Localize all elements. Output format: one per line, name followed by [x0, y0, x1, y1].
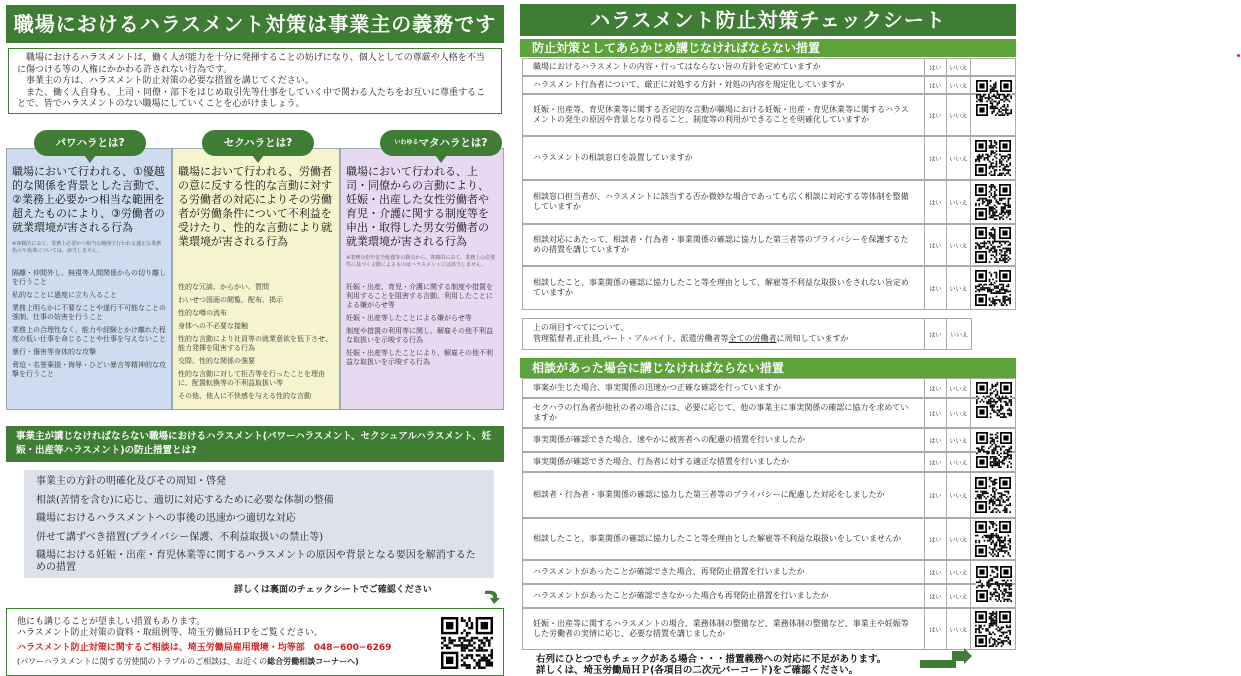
measure-item: 職場におけるハラスメントへの事後の迅速かつ適切な対応 — [36, 513, 296, 524]
sexual-harassment-tag: セクハラとは? — [202, 130, 314, 156]
no-checkbox[interactable]: いいえ — [947, 473, 971, 517]
no-checkbox[interactable]: いいえ — [947, 77, 971, 93]
maternity-harassment-definition: 職場において行われる、上司・同僚からの言動により、妊娠・出産した女性労働者や育児・介護に関する制度等を申出・取得した男女労働者の就業環境が害される行為 — [346, 165, 489, 248]
sexual-harassment-definition: 職場において行われる、労働者の意に反する性的な言動に対する労働者の対応によりその労働者が労働条件について不利益を受けたり、性的な言動により就業環境が害される行為 — [178, 165, 332, 248]
qr-code-icon[interactable] — [976, 382, 1012, 418]
sexual-harassment-column — [172, 148, 340, 410]
checklist-row: 相談したこと、事業関係の確認に協力したこと等を理由として、解雇等不利益な取扱いをされない旨定めていますか はい いいえ — [522, 266, 1016, 310]
yes-checkbox[interactable]: はい — [925, 473, 947, 517]
yes-checkbox[interactable]: はい — [925, 77, 947, 93]
example-item: 性的な言動に対して拒否等を行ったことを理由に、配置転換等の不利益取扱い等 — [178, 370, 325, 387]
power-harassment-tag: パワハラとは? — [34, 130, 146, 156]
example-item: その他、他人に不快感を与える性的な言動 — [178, 392, 311, 400]
contact-line: 他にも講じることが望ましい措置もあります。 — [17, 617, 206, 627]
example-item: 暴行・傷害等身体的な攻撃 — [12, 348, 96, 356]
example-item: 業務上の合理性なく、能力や経験とかけ離れた程度の低い仕事を命じることや仕事を与えないこと — [12, 326, 166, 343]
see-back-note: 詳しくは裏面のチェックシートでご確認ください — [234, 585, 432, 595]
sexual-harassment-examples — [178, 283, 334, 401]
qr-code-icon[interactable] — [975, 227, 1011, 263]
duty-heading: 事業主が講じなければならない職場におけるハラスメント(パワーハラスメント、セクシュアルハラスメント、妊娠・出産等ハラスメント)の防止措置とは? — [6, 426, 504, 462]
checklist-row: 事実関係が確認できた場合、行為者に対する適正な措置を行いましたか はい いいえ — [522, 452, 1016, 472]
qr-code-icon[interactable] — [975, 611, 1011, 647]
arrow-right-icon — [918, 648, 972, 670]
yes-checkbox[interactable]: はい — [925, 225, 947, 265]
intro-paragraph: 事業主の方は、ハラスメント防止対策の必要な措置を講じてください。 — [26, 76, 314, 86]
checklist-row: 妊娠・出産等、育児休業等に関する否定的な言動が職場における妊娠・出産・育児休業等に関するハラスメントの発生の原因や背景となり得ること、制度等の利用ができることを明確化していますか はい いいえ — [522, 94, 1016, 136]
contact-box — [6, 608, 504, 676]
maternity-harassment-column — [340, 148, 504, 410]
no-checkbox[interactable]: いいえ — [947, 95, 971, 135]
tag-label: マタハラとは? — [418, 137, 488, 149]
yes-checkbox[interactable]: はい — [925, 561, 947, 583]
example-item: わいせつ図画の閲覧、配布、掲示 — [178, 296, 283, 304]
yes-checkbox[interactable]: はい — [925, 609, 947, 649]
checklist-row: セクハラの行為者が他社の者の場合には、必要に応じて、他の事業主に事実関係の確認に協力を求めていますか はい いいえ — [522, 398, 1016, 428]
no-checkbox[interactable]: いいえ — [947, 181, 971, 223]
power-harassment-examples — [12, 269, 166, 379]
no-checkbox[interactable]: いいえ — [947, 429, 971, 451]
power-harassment-column — [6, 148, 172, 410]
example-item: 性的な言動により社員等の就業意欲を低下させ、能力発揮を阻害する行為 — [178, 335, 332, 352]
measures-list — [24, 470, 494, 578]
tag-prefix: いわゆる — [394, 139, 419, 146]
checklist-row: ハラスメントがあったことが確認できた場合、再発防止措置を行いましたか はい いいえ — [522, 560, 1016, 584]
page-title: 職場におけるハラスメント対策は事業主の義務です — [6, 5, 504, 43]
power-harassment-definition: 職場において行われる、①優越的な関係を背景とした言動で、②業務上必要かつ相当な範囲を超えたものにより、③労働者の就業環境が害される行為 — [12, 165, 166, 234]
marker-dot — [1237, 54, 1240, 57]
left-page — [4, 2, 506, 676]
yes-checkbox[interactable]: はい — [925, 399, 947, 427]
no-checkbox[interactable]: いいえ — [947, 225, 971, 265]
no-checkbox[interactable]: いいえ — [947, 585, 971, 607]
yes-checkbox[interactable]: はい — [925, 519, 947, 559]
yes-checkbox[interactable]: はい — [925, 59, 947, 75]
checklist-row: 相談対応にあたって、相談者・行為者・事業関係の確認に協力した第三者等のプライバシーを保護するための措置を講じていますか はい いいえ — [522, 224, 1016, 266]
measure-item: 職場における妊娠・出産・育児休業等に関するハラスメントの原因や背景となる要因を解消するための措置 — [36, 550, 476, 573]
sexual-harassment-note — [178, 255, 334, 275]
checklist-row: 相談窓口担当者が、ハラスメントに該当する否か微妙な場合であっても広く相談に対応する等体制を整備していますか はい いいえ — [522, 180, 1016, 224]
example-item: 妊娠・出産等したことにより、解雇その他不利益な取扱いを示唆する行為 — [346, 349, 493, 366]
contact-line: ハラスメント防止対策の資料・取組例等、埼玉労働局ＨＰをご覧ください。 — [17, 628, 323, 638]
intro-box — [8, 48, 502, 114]
right-page — [520, 2, 1018, 676]
checklist-row: ハラスメント行為者について、厳正に対処する方針・対処の内容を規定化していますか はい いいえ — [522, 76, 1016, 94]
intro-paragraph: 職場におけるハラスメントは、働く人が能力を十分に発揮することの妨げになり、個人としての尊厳や人格を不当に傷つける等の人権にかかわる許されない行為です。 — [17, 53, 485, 75]
qr-code-icon[interactable] — [975, 521, 1011, 557]
no-checkbox[interactable]: いいえ — [947, 59, 971, 75]
checklist-row: 事実関係が確認できた場合、速やかに被害者への配慮の措置を行いましたか はい いいえ — [522, 428, 1016, 452]
consult-note: (パワーハラスメントに関する労使間のトラブルのご相談は、お近くの総合労働相談コーナーへ) — [17, 657, 359, 666]
example-item: 業務上明らかに不要なことや遂行不可能なことの強制、仕事の妨害を行うこと — [12, 304, 166, 321]
checklist-row: 相談者・行為者・事業関係の確認に協力した第三者等のプライバシーに配慮した対応をしましたか はい いいえ — [522, 472, 1016, 518]
section1-heading: 防止対策としてあらかじめ講じなければならない措置 — [520, 39, 1016, 57]
maternity-harassment-examples — [346, 283, 498, 367]
example-item: 妊娠・出産、育児・介護に関する制度や措置を利用することを阻害する言動、利用したことによる嫌がらせ等 — [346, 283, 493, 309]
checklist-row: 職場におけるハラスメントの内容・行ってはならない旨の方針を定めていますか はい いいえ — [522, 58, 1016, 76]
example-item: 制度や措置の利用等に関し、解雇その他不利益な取扱いを示唆する行為 — [346, 327, 493, 344]
checklist-row: 相談したこと、事業関係の確認に協力したこと等を理由とした解雇等不利益な取扱いをしていませんか はい いいえ — [522, 518, 1016, 560]
warning-note: 右列にひとつでもチェックがある場合・・・措置義務への対応に不足があります。 詳しくは、埼玉労働局ＨＰ(各項目の二次元バーコード)をご確認ください。 — [536, 654, 887, 676]
example-item: 身体への不必要な接触 — [178, 322, 248, 330]
yes-checkbox[interactable]: はい — [925, 453, 947, 471]
example-item: 隔離・仲間外し、無視等人間関係からの切り離しを行うこと — [12, 269, 166, 286]
maternity-harassment-tag — [380, 130, 502, 156]
qr-code-icon[interactable] — [976, 80, 1012, 116]
measure-item: 相談(苦情を含む)に応じ、適切に対応するために必要な体制の整備 — [36, 494, 334, 506]
power-harassment-note: ※客観的にみて、業務上必要かつ相当な範囲で行われる適正な業務指示や指導については、該当しません。 — [12, 241, 162, 254]
yes-checkbox[interactable]: はい — [925, 585, 947, 607]
example-item: 性的な噂の流布 — [178, 309, 227, 317]
no-checkbox[interactable]: いいえ — [947, 379, 971, 397]
checklist-row: ハラスメントの相談窓口を設置していますか はい いいえ — [522, 136, 1016, 180]
no-checkbox[interactable]: いいえ — [947, 267, 971, 309]
maternity-harassment-note: ※業務分担や安全配慮等の観点から、客観的にみて、業務上の必要性に基づく言動によるものはハラスメントには該当しません。 — [346, 255, 496, 268]
checklist-row: 妊娠・出産等に関するハラスメントの場合、業務体制の整備など、業務体制の整備など、事業主や妊娠等した労働者の実情に応じ、必要な措置を講じましたか はい いいえ — [522, 608, 1016, 650]
measure-item: 併せて講ずべき措置(プライバシー保護、不利益取扱いの禁止等) — [36, 531, 324, 543]
qr-code-icon[interactable] — [441, 617, 493, 669]
no-checkbox[interactable]: いいえ — [949, 331, 968, 339]
intro-paragraph: また、働く人自身も、上司・同僚・部下をはじめ取引先等仕事をしていく中で関わる人たちをお互いに尊重することで、皆でハラスメントのない職場にしていくことを心がけましょう。 — [17, 87, 486, 109]
no-checkbox[interactable]: いいえ — [947, 453, 971, 471]
example-item: 脅迫・名誉棄損・侮辱・ひどい暴言等精神的な攻撃を行うこと — [12, 361, 166, 378]
section2-heading: 相談があった場合に講じなければならない措置 — [520, 358, 1016, 378]
qr-code-icon[interactable] — [975, 270, 1011, 306]
qr-code-icon[interactable] — [975, 477, 1011, 513]
example-item: 交際、性的な関係の強要 — [178, 357, 255, 365]
checklist-title: ハラスメント防止対策チェックシート — [520, 4, 1016, 36]
no-checkbox[interactable]: いいえ — [947, 137, 971, 179]
no-checkbox[interactable]: いいえ — [947, 561, 971, 583]
qr-code-icon[interactable] — [975, 140, 1011, 176]
example-item: 性的な冗談、からかい、質問 — [178, 283, 269, 291]
harassment-types — [6, 130, 504, 412]
yes-checkbox[interactable]: はい — [925, 181, 947, 223]
measure-item: 事業主の方針の明確化及びその周知・啓発 — [36, 476, 226, 487]
yes-checkbox[interactable]: はい — [925, 95, 947, 135]
example-item: 私的なことに過度に立ち入ること — [12, 291, 117, 299]
qr-code-icon[interactable] — [976, 432, 1012, 468]
curved-arrow-icon — [482, 586, 502, 606]
no-checkbox[interactable]: いいえ — [947, 519, 971, 559]
all-workers-row: 上の項目すべてについて、 管理監督者,正社員,パート・アルバイト、派遣労働者等全ての労働者に周知していますか はい いいえ — [522, 318, 972, 350]
checklist-row: 事案が生じた場合、事実関係の迅速かつ正確な確認を行っていますか はい いいえ — [522, 378, 1016, 398]
qr-code-icon[interactable] — [975, 184, 1011, 220]
qr-code-icon[interactable] — [976, 566, 1012, 602]
yes-checkbox[interactable]: はい — [925, 379, 947, 397]
example-item: 妊娠・出産等したことによる嫌がらせ等 — [346, 314, 472, 322]
no-checkbox[interactable]: いいえ — [947, 609, 971, 649]
no-checkbox[interactable]: いいえ — [947, 399, 971, 427]
yes-checkbox[interactable]: はい — [925, 137, 947, 179]
checklist-row: ハラスメントがあったことが確認できなかった場合も再発防止措置を行いましたか はい いいえ — [522, 584, 1016, 608]
yes-checkbox[interactable]: はい — [925, 429, 947, 451]
yes-checkbox[interactable]: はい — [925, 319, 947, 349]
consult-phone: ハラスメント防止対策に関するご相談は、埼玉労働局雇用環境・均等部 048−600−6269 — [17, 643, 392, 653]
yes-checkbox[interactable]: はい — [925, 267, 947, 309]
